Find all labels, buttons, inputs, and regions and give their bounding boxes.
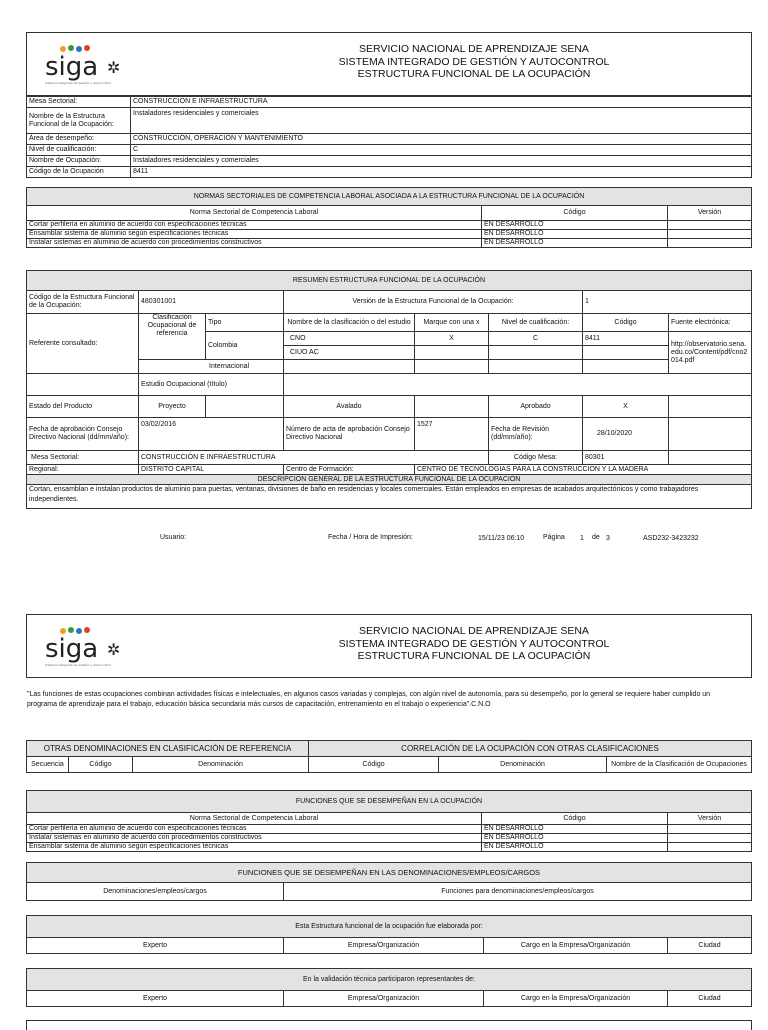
ciuo-name: CIUO AC [284,346,415,360]
info-label: Nombre de la Estructura Funcional de la Ocupación: [27,108,131,134]
people-header: Experto [27,938,284,954]
internacional-label: Internacional [139,360,284,374]
avalado-mark [415,396,489,418]
people-header: Experto [27,991,284,1007]
avalado-label: Avalado [284,396,415,418]
centro-label: Centro de Formación: [284,465,415,475]
funcion-codigo: EN DESARROLLO [482,834,668,843]
footer-page-num: 1 [580,535,584,542]
func-denom-header: Funciones para denominaciones/empleos/cargos [284,883,752,901]
footer-pagina-label: Página [543,534,565,541]
regional-label: Regional: [27,465,139,475]
nivel-label: Nivel de cualificación: [489,314,583,332]
people-header: Cargo en la Empresa/Organización [484,938,668,954]
funcion-name: Cortar perfilería en aluminio de acuerdo con especificaciones técnicas [27,825,482,834]
aprobado-label: Aprobado [489,396,583,418]
page-2 [0,600,768,1024]
mesa-label: Mesa Sectorial: [27,451,139,465]
func-denom-title: FUNCIONES QUE SE DESEMPEÑAN EN LAS DENOMINACIONES/EMPLEOS/CARGOS [27,863,752,883]
estudio-value [284,374,752,396]
internacional-nivel [489,360,583,374]
norma-name: Instalar sistemas en aluminio de acuerdo con procedimientos constructivos [27,239,482,248]
norma-codigo: EN DESARROLLO [482,230,668,239]
norma-name: Cortar perfilería en aluminio de acuerdo con especificaciones técnicas [27,221,482,230]
svg-text:Sistema Integrado de Gestión y: Sistema Integrado de Gestión y Autocontrol [45,663,111,667]
otras-header: Nombre de la Clasificación de Ocupaciones [607,757,752,773]
funcion-name: Instalar sistemas en aluminio de acuerdo con procedimientos constructivos [27,834,482,843]
funciones-header-version: Versión [668,813,752,825]
norma-codigo: EN DESARROLLO [482,239,668,248]
people-header: Empresa/Organización [284,938,484,954]
codigo-mesa-label: Código Mesa: [489,451,583,465]
people-header: Ciudad [668,938,752,954]
otras-header: Denominación [439,757,607,773]
cno-quote: "Las funciones de estas ocupaciones combinan actividades físicas e intelectuales, en algunos casos variadas y complejas, con algún nivel de autonomía, para su desempeño, por lo general se requiere haber cumplido un programa de aprendizaje para el trabajo, educación básica secundaria más cursos de capacitación, entrenamiento en el trabajo o experiencia".C.N.O [27,691,711,708]
func-denom-header: Denominaciones/empleos/cargos [27,883,284,901]
header-line-1: SERVICIO NACIONAL DE APRENDIZAJE SENA [359,43,589,55]
tipo-label: Tipo [206,314,284,332]
funcion-name: Ensamblar sistema de aluminio según especificaciones técnicas [27,843,482,852]
codigo-estructura-value: 480301001 [139,291,284,314]
internacional-nombre [284,360,415,374]
info-label: Nivel de cualificación: [27,145,131,156]
funciones-header-codigo: Código [482,813,668,825]
normas-header-version: Versión [668,206,752,221]
ciuo-codigo [583,346,669,360]
otras-denominaciones-table [26,740,752,773]
ciuo-mark [415,346,489,360]
cno-codigo: 8411 [583,332,669,346]
centro-value: CENTRO DE TECNOLOGIAS PARA LA CONSTRUCCION Y LA MADERA [415,465,752,475]
referente-label: Referente consultado: [27,314,139,374]
correlacion-title: CORRELACIÓN DE LA OCUPACIÓN CON OTRAS CLASIFICACIONES [309,741,752,757]
norma-version [668,221,752,230]
info-value: Instaladores residenciales y comerciales [131,108,752,134]
descripcion-text: Cortan, ensamblan e instalan productos de aluminio para puertas, ventanas, divisiones de baño en residencias y locales comerciales. Están empleados en empresas de acabados arquitectónicos y como trabajadores independientes. [27,485,752,509]
internacional-mark [415,360,489,374]
validacion-table [26,968,752,1007]
codigo-col-label: Código [583,314,669,332]
info-table [26,96,752,178]
otras-title: OTRAS DENOMINACIONES EN CLASIFICACIÓN DE REFERENCIA [27,741,309,757]
info-label: Área de desempeño: [27,134,131,145]
info-value: CONSTRUCCIÓN E INFRAESTRUCTURA [131,97,752,108]
estudio-spacer [27,374,139,396]
footer-de: de [592,534,600,541]
footer-fecha-label: Fecha / Hora de Impresión: [328,534,413,541]
normas-header-norma: Norma Sectorial de Competencia Laboral [27,206,482,221]
header-line-2: SISTEMA INTEGRADO DE GESTIÓN Y AUTOCONTROL [338,55,610,68]
funciones-denominaciones-table [26,862,752,901]
svg-text:siga: siga [45,634,99,664]
fuente-value: http://observatorio.sena.edu.co/Content/pdf/cno2014.pdf [669,332,752,374]
svg-text:siga: siga [45,52,99,82]
funcion-version [668,834,752,843]
aprobado-mark: X [583,396,669,418]
descripcion-title: DESCRIPCION GENERAL DE LA ESTRUCTURA FUNCIONAL DE LA OCUPACIÓN [27,475,752,485]
norma-version [668,230,752,239]
cno-nivel: C [489,332,583,346]
svg-text:✲: ✲ [107,640,121,659]
codigo-mesa-value: 80301 [583,451,669,465]
siga-logo [35,621,135,669]
estado-label: Estado del Producto [27,396,139,418]
header-line-1: SERVICIO NACIONAL DE APRENDIZAJE SENA [359,625,589,637]
regional-value: DISTRITO CAPITAL [139,465,284,475]
norma-name: Ensamblar sistema de aluminio según especificaciones técnicas [27,230,482,239]
funciones-header-norma: Norma Sectorial de Competencia Laboral [27,813,482,825]
version-estructura-value: 1 [583,291,752,314]
people-header: Empresa/Organización [284,991,484,1007]
proyecto-label: Proyecto [139,396,206,418]
info-value: C [131,145,752,156]
people-header: Ciudad [668,991,752,1007]
codigo-estructura-label: Código de la Estructura Funcional de la Ocupación: [27,291,139,314]
norma-version [668,239,752,248]
otras-header: Código [309,757,439,773]
info-value: CONSTRUCCIÓN, OPERACIÓN Y MANTENIMIENTO [131,134,752,145]
funciones-title: FUNCIONES QUE SE DESEMPEÑAN EN LA OCUPACIÓN [27,791,752,813]
resumen-title: RESUMEN ESTRUCTURA FUNCIONAL DE LA OCUPACIÓN [27,271,752,291]
version-estructura-label: Versión de la Estructura Funcional de la Ocupación: [284,291,583,314]
resumen-table [26,270,752,509]
footer-fecha-value: 15/11/23 06:10 [478,535,525,542]
funcion-version [668,843,752,852]
acta-value: 1527 [415,418,489,451]
page-header [26,32,752,96]
footer-total: 3 [606,535,610,542]
info-label: Código de la Ocupación [27,167,131,178]
svg-text:Sistema Integrado de Gestión y: Sistema Integrado de Gestión y Autocontrol [45,81,111,85]
info-label: Nombre de Ocupación: [27,156,131,167]
otras-header: Denominación [133,757,309,773]
funciones-table [26,790,752,852]
normas-table [26,187,752,248]
normas-title: NORMAS SECTORIALES DE COMPETENCIA LABORAL ASOCIADA A LA ESTRUCTURA FUNCIONAL DE LA OCUPACIÓN [27,188,752,206]
header-line-2: SISTEMA INTEGRADO DE GESTIÓN Y AUTOCONTROL [338,637,610,650]
page-header [26,614,752,678]
otras-header: Secuencia [27,757,69,773]
internacional-codigo [583,360,669,374]
info-label: Mesa Sectorial: [27,97,131,108]
footer-code: ASD232-3423232 [643,535,699,542]
proyecto-mark [206,396,284,418]
marque-label: Marque con una x [415,314,489,332]
revision-value: 28/10/2020 [583,418,669,451]
nombre-clasif-label: Nombre de la clasificación o del estudio [284,314,415,332]
svg-text:✲: ✲ [107,58,121,77]
estado-spacer [669,396,752,418]
norma-codigo: EN DESARROLLO [482,221,668,230]
siga-logo [35,39,135,87]
fuente-label: Fuente electrónica: [669,314,752,332]
colombia-label: Colombia [206,332,284,360]
cno-mark: X [415,332,489,346]
funcion-version [668,825,752,834]
funcion-codigo: EN DESARROLLO [482,843,668,852]
otras-header: Código [69,757,133,773]
estudio-label: Estudio Ocupacional (título) [139,374,284,396]
elaborada-title: Esta Estructura funcional de la ocupación fue elaborada por: [27,916,752,938]
ciuo-nivel [489,346,583,360]
header-line-3: ESTRUCTURA FUNCIONAL DE LA OCUPACIÓN [357,68,591,80]
info-value: Instaladores residenciales y comerciales [131,156,752,167]
header-line-3: ESTRUCTURA FUNCIONAL DE LA OCUPACIÓN [357,650,591,662]
mesa-value: CONSTRUCCIÓN E INFRAESTRUCTURA [139,451,489,465]
elaborada-table [26,915,752,954]
funcion-codigo: EN DESARROLLO [482,825,668,834]
info-value: 8411 [131,167,752,178]
people-header: Cargo en la Empresa/Organización [484,991,668,1007]
cno-name: CNO [284,332,415,346]
footer-usuario: Usuario: [160,534,187,541]
revision-spacer [669,418,752,451]
acta-label: Número de acta de aprobación Consejo Directivo Nacional [284,418,415,451]
next-section-border [26,1020,752,1030]
normas-header-codigo: Código [482,206,668,221]
validacion-title: En la validación técnica participaron representantes de: [27,969,752,991]
fecha-aprob-value: 03/02/2016 [139,418,284,451]
codigo-mesa-spacer [669,451,752,465]
fecha-aprob-label: Fecha de aprobación Consejo Directivo Nacional (dd/mm/año): [27,418,139,451]
clasif-label: Clasificación Ocupacional de referencia [139,314,206,360]
revision-label: Fecha de Revisión (dd/mm/año): [489,418,583,451]
